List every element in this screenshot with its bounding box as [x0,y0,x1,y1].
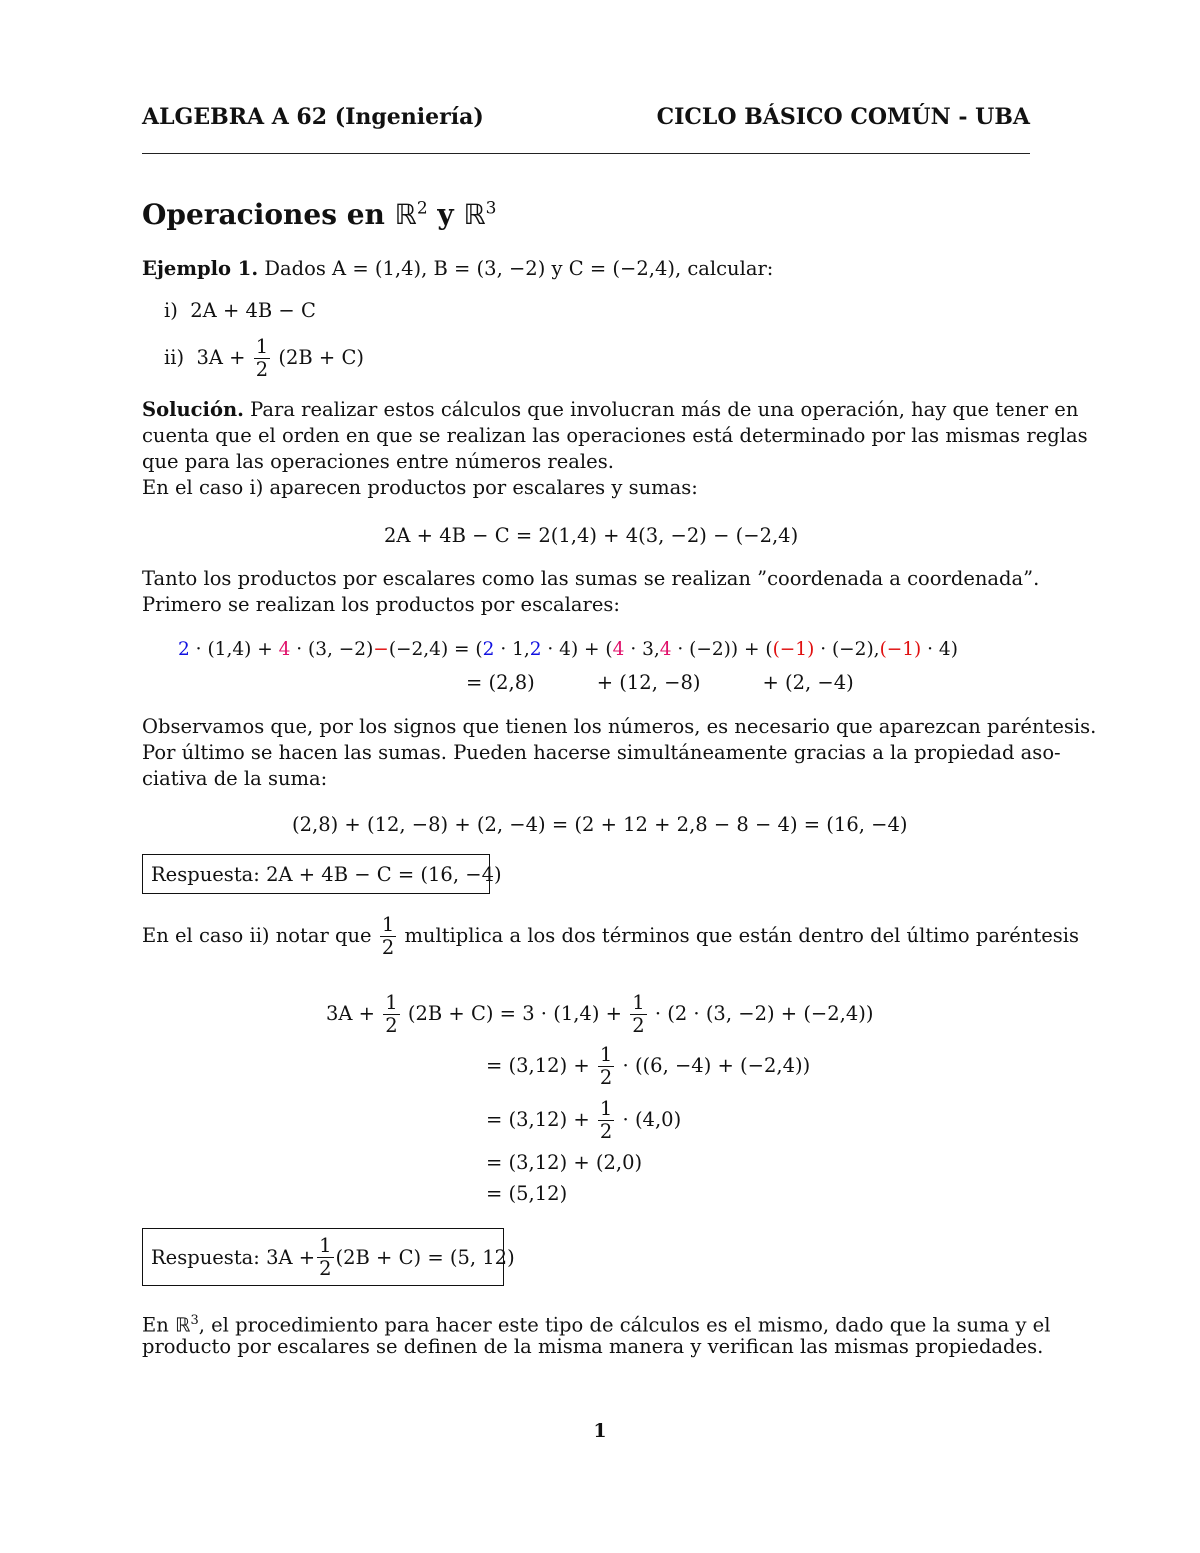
eq4-part: = (3,12) + [486,1108,590,1131]
eq2-part: · (−2)) + ( [677,639,773,660]
answer-pre: 3A + [266,1245,316,1269]
example-text: Dados A = (1,4), B = (3, −2) y C = (−2,4), calcular: [264,257,774,280]
title-r-symbol-1: ℝ [394,198,417,231]
answer-box-2 [142,1228,515,1286]
answer-expr: 2A + 4B − C = (16, −4) [266,862,502,886]
answer-box-1 [142,854,502,894]
eq2-part: · 4) [927,639,958,660]
eq2-part: (1,4) + [207,639,273,660]
eq4-part: · (4,0) [622,1108,682,1131]
example-label: Ejemplo 1. [142,257,259,280]
scalar-4: 4 [659,639,672,660]
fraction-half: $\frac{1}{2}$ [599,1043,613,1089]
item-2-label: ii) [164,346,185,369]
fraction-half: $\frac{1}{2}$ [599,1097,613,1143]
eq2-part: · 1, [500,639,530,660]
title-r-symbol-2: ℝ [463,198,486,231]
institution-header: CICLO BÁSICO COMÚN - UBA [656,104,1030,130]
solution-line-2: cuenta que el orden en que se realizan las operaciones está determinado por las mismas reglas [142,424,1088,447]
final-line-2: producto por escalares se definen de la misma manera y verifican las mismas propiedades. [142,1335,1044,1358]
paragraph-2-line-1: Tanto los productos por escalares como las sumas se realizan ”coordenada a coordenada”. [142,567,1040,590]
case-2-post: multiplica a los dos términos que están dentro del último paréntesis [404,924,1079,947]
eq4-part: · (2 · (3, −2) + (−2,4)) [654,1002,874,1025]
eq4-part: · ((6, −4) + (−2,4)) [622,1054,811,1077]
equation-2-line-1 [178,637,958,663]
example-statement [142,256,773,282]
case-2-pre: En el caso ii) notar que [142,924,372,947]
item-1-expr: 2A + 4B − C [190,299,316,322]
eq2-part: · 4) + ( [547,639,613,660]
eq2-part: · 3, [630,639,660,660]
equation-4-line-1 [326,992,874,1037]
scalar-neg-1: (−1) [879,639,922,660]
solution-label: Solución. [142,398,244,421]
item-1-label: i) [164,299,178,322]
fraction-half: $\frac{1}{2}$ [632,991,645,1037]
fraction-half: $\frac{1}{2}$ [319,1233,332,1280]
solution-text-1: Para realizar estos cálculos que involucran más de una operación, hay que tener en [250,398,1079,421]
title-exp-2: 3 [485,198,497,219]
section-title [142,198,496,231]
page-number: 1 [593,1420,607,1442]
paragraph-3-line-1: Observamos que, por los signos que tienen los números, es necesario que aparezcan paréntesis. [142,715,1097,738]
fraction-half: $\frac{1}{2}$ [255,335,269,381]
course-header: ALGEBRA A 62 (Ingeniería) [142,104,484,130]
fraction-half: $\frac{1}{2}$ [381,913,395,959]
r-exp: 3 [190,1313,199,1328]
item-2-post: (2B + C) [278,346,364,369]
scalar-neg-1: (−1) [772,639,815,660]
solution-line-3: que para las operaciones entre números reales. [142,450,614,473]
paragraph-3-line-3: ciativa de la suma: [142,767,328,790]
dot: · [296,639,303,660]
title-text: Operaciones en [142,198,385,231]
scalar-4: 4 [612,639,625,660]
solution-line-1 [142,397,1078,423]
answer-label: Respuesta: [151,862,260,886]
final-post: , el procedimiento para hacer este tipo de cálculos es el mismo, dado que la suma y el [198,1313,1051,1337]
title-exp-1: 2 [416,198,428,219]
scalar-4: 4 [278,639,291,660]
equation-4-line-2 [486,1044,810,1089]
eq2-part: (3, −2) [308,639,374,660]
eq4-part: = (3,12) + [486,1054,590,1077]
answer-label: Respuesta: [151,1245,260,1269]
eq4-part: 3A + [326,1002,376,1025]
item-1 [164,298,316,324]
title-conj: y [437,198,454,231]
equation-4-line-5: = (5,12) [486,1182,568,1205]
paragraph-2-line-2: Primero se realizan los productos por escalares: [142,593,620,616]
equation-4-line-3 [486,1098,681,1143]
equation-2-line-2: = (2,8) + (12, −8) + (2, −4) [466,671,854,694]
case-2-intro [142,914,1079,959]
header-divider [142,153,1030,154]
eq2-part: · (−2), [820,639,880,660]
equation-4-line-4: = (3,12) + (2,0) [486,1151,643,1174]
eq4-part: (2B + C) = 3 · (1,4) + [407,1002,622,1025]
scalar-2: 2 [482,639,495,660]
scalar-2: 2 [529,639,542,660]
equation-3: (2,8) + (12, −8) + (2, −4) = (2 + 12 + 2,8 − 8 − 4) = (16, −4) [292,813,908,836]
dot: · [195,639,202,660]
scalar-2: 2 [178,639,190,660]
answer-post: (2B + C) = (5, 12) [335,1245,515,1269]
final-pre: En [142,1313,169,1337]
paragraph-3-line-2: Por último se hacen las sumas. Pueden hacerse simultáneamente gracias a la propiedad aso- [142,741,1061,764]
item-2 [164,336,364,381]
eq2-part: (−2,4) = ( [388,639,483,660]
r-symbol: ℝ [175,1313,191,1337]
case-1-intro: En el caso i) aparecen productos por escalares y sumas: [142,476,698,499]
minus-sign: − [373,639,389,660]
fraction-half: $\frac{1}{2}$ [385,991,398,1037]
item-2-pre: 3A + [196,346,246,369]
equation-1: 2A + 4B − C = 2(1,4) + 4(3, −2) − (−2,4) [384,524,799,547]
